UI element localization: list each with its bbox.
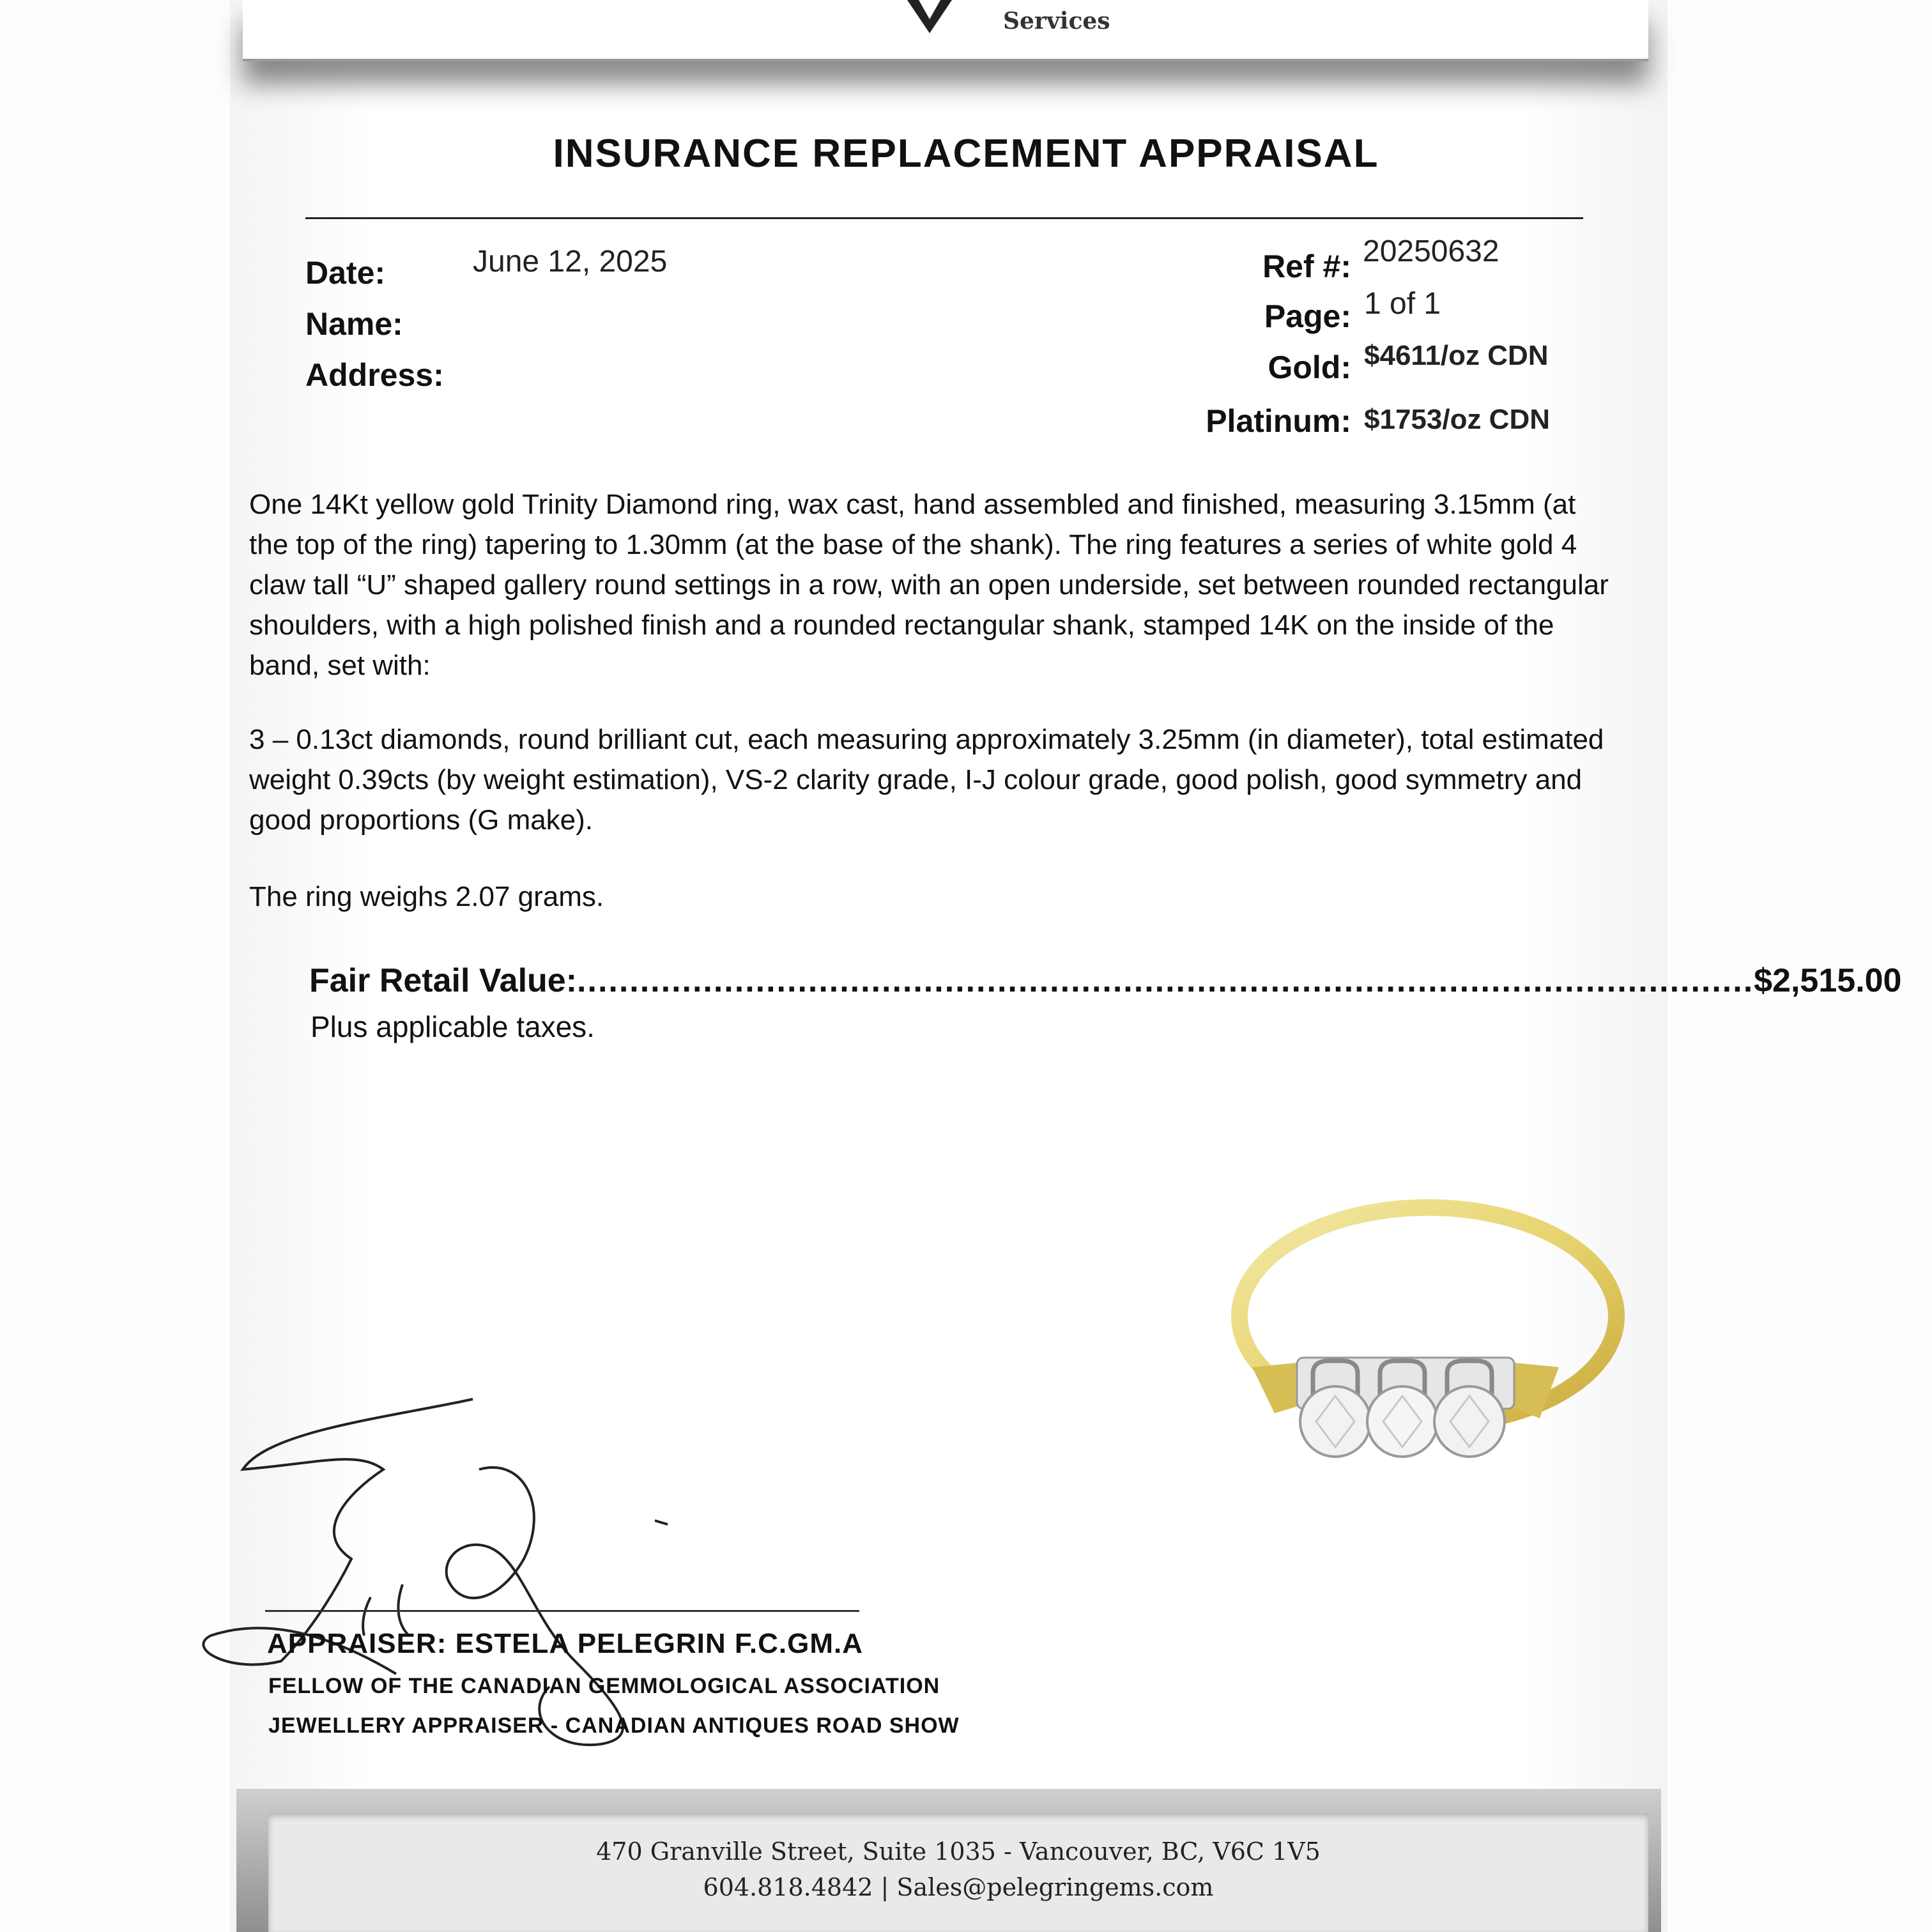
ring-photo bbox=[1150, 1176, 1636, 1533]
signature-line bbox=[265, 1610, 859, 1612]
address-label: Address: bbox=[305, 357, 444, 393]
date-label: Date: bbox=[305, 255, 386, 291]
ring-shoulder-left bbox=[1252, 1362, 1303, 1413]
footer-contact: 604.818.4842 | Sales@pelegringems.com bbox=[703, 1873, 1214, 1901]
letterhead-logo-text: Services bbox=[1003, 8, 1110, 34]
description-paragraph: One 14Kt yellow gold Trinity Diamond ring, wax cast, hand assembled and finished, measuring 3.15mm (at the top of the ring) tapering to 1.30mm (at the base of the shank). The ring features a series of white gold 4 claw tall “U” shaped gallery round settings in a row, with an open underside, set between rounded rectangular shoulders, with a high polished finish and a rounded rectangular shank, stamped 14K on the inside of the band, set with: bbox=[249, 489, 1609, 681]
gold-label: Gold: bbox=[1268, 349, 1351, 385]
appraiser-affiliation: JEWELLERY APPRAISER - CANADIAN ANTIQUES ROAD SHOW bbox=[268, 1713, 960, 1738]
document-title: INSURANCE REPLACEMENT APPRAISAL bbox=[553, 132, 1379, 176]
tax-note: Plus applicable taxes. bbox=[310, 1010, 595, 1043]
appraiser-name: APPRAISER: ESTELA PELEGRIN F.C.GM.A bbox=[267, 1628, 864, 1659]
name-label: Name: bbox=[305, 306, 403, 342]
platinum-label: Platinum: bbox=[1206, 403, 1351, 439]
page-label: Page: bbox=[1264, 298, 1351, 334]
appraiser-credential: FELLOW OF THE CANADIAN GEMMOLOGICAL ASSOCIATION bbox=[268, 1674, 940, 1698]
fair-retail-value-amount: $2,515.00 bbox=[1754, 962, 1902, 999]
diamond-logo-icon bbox=[907, 0, 952, 36]
ring-weight-paragraph: The ring weighs 2.07 grams. bbox=[249, 881, 604, 912]
ref-label: Ref #: bbox=[1262, 249, 1351, 284]
gold-value: $4611/oz CDN bbox=[1364, 340, 1549, 371]
date-value: June 12, 2025 bbox=[473, 245, 668, 279]
page-value: 1 of 1 bbox=[1364, 287, 1441, 321]
footer-address: 470 Granville Street, Suite 1035 - Vancouver, BC, V6C 1V5 bbox=[596, 1837, 1321, 1866]
leader-dots: ................................................................................................................ bbox=[577, 962, 1754, 999]
diamond-details-paragraph: 3 – 0.13ct diamonds, round brilliant cut, each measuring approximately 3.25mm (in diameter), total estimated weight 0.39cts (by weight estimation), VS-2 clarity grade, I-J colour grade, good polish, good symmetry and good proportions (G make). bbox=[249, 724, 1604, 836]
footer-band bbox=[268, 1813, 1648, 1932]
title-divider bbox=[305, 217, 1583, 219]
ref-value: 20250632 bbox=[1363, 234, 1499, 268]
fair-retail-value-label: Fair Retail Value: bbox=[309, 962, 578, 999]
platinum-value: $1753/oz CDN bbox=[1364, 404, 1551, 435]
fair-retail-value-line bbox=[309, 962, 1902, 1000]
